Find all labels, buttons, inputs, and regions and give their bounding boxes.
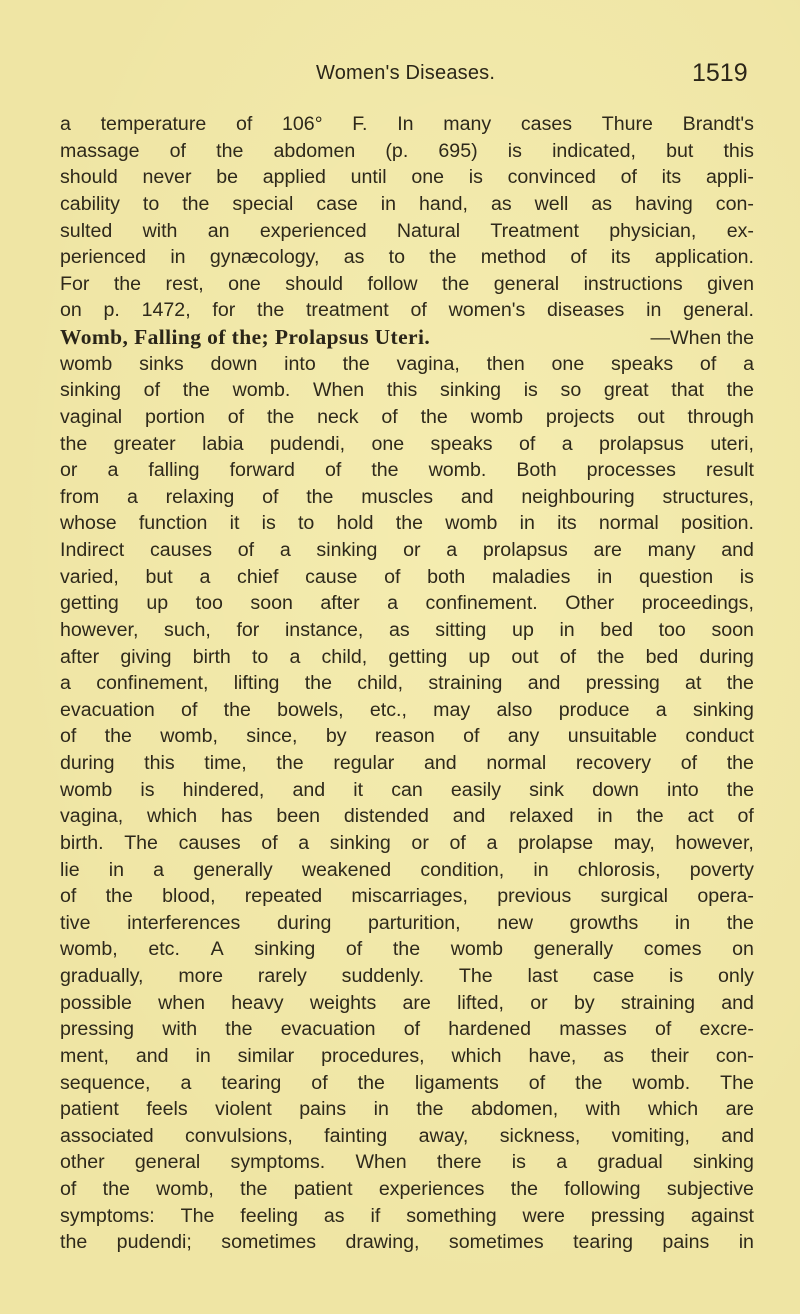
text-line: patient feels violent pains in the abdomen, with which are — [60, 1098, 754, 1121]
page-number: 1519 — [692, 59, 748, 87]
text-line: a confinement, lifting the child, straining and pressing at the — [60, 672, 754, 695]
text-line: or a falling forward of the womb. Both processes result — [60, 459, 754, 482]
text-line: Indirect causes of a sinking or a prolapsus are many and — [60, 539, 754, 561]
text-line: on p. 1472, for the treatment of women's diseases in general. — [60, 299, 754, 322]
running-head — [0, 59, 800, 92]
text-line: vaginal portion of the neck of the womb projects out through — [60, 405, 754, 428]
text-line: perienced in gynæcology, as to the method of its application. — [60, 246, 754, 269]
text-line: pressing with the evacuation of hardened masses of excre- — [60, 1018, 754, 1041]
text-line: sulted with an experienced Natural Treatment physician, ex- — [60, 219, 754, 242]
text-line: other general symptoms. When there is a gradual sinking — [60, 1151, 754, 1174]
text-line: gradually, more rarely suddenly. The last case is only — [60, 965, 754, 987]
text-line: of the womb, the patient experiences the following subjective — [60, 1178, 754, 1200]
text-line: during this time, the regular and normal recovery of the — [60, 752, 754, 774]
text-line: should never be applied until one is convinced of its appli- — [60, 166, 754, 189]
text-line: the pudendi; sometimes drawing, sometimes tearing pains in — [60, 1231, 754, 1254]
text-line: vagina, which has been distended and relaxed in the act of — [60, 805, 754, 828]
section-body — [60, 351, 754, 1256]
body-text — [60, 111, 754, 1256]
text-line: from a relaxing of the muscles and neighbouring structures, — [60, 485, 754, 508]
text-line: of the womb, since, by reason of any unsuitable conduct — [60, 725, 754, 748]
text-line: associated convulsions, fainting away, sickness, vomiting, and — [60, 1124, 754, 1147]
section-heading: Womb, Falling of the; Prolapsus Uteri. — [60, 325, 431, 349]
text-line: birth. The causes of a sinking or of a prolapse may, however, — [60, 831, 754, 854]
heading-line-rest: When the — [670, 327, 754, 349]
heading-dash: — — [650, 327, 671, 349]
text-line: lie in a generally weakened condition, in chlorosis, poverty — [60, 858, 754, 881]
text-line: after giving birth to a child, getting up out of the bed during — [60, 645, 754, 668]
paragraph-continued — [60, 111, 754, 324]
text-line: evacuation of the bowels, etc., may also produce a sinking — [60, 698, 754, 721]
section-heading-line — [60, 324, 754, 351]
text-line: varied, but a chief cause of both maladies in question is — [60, 565, 754, 588]
text-line: the greater labia pudendi, one speaks of a prolapsus uteri, — [60, 432, 754, 455]
text-line: whose function it is to hold the womb in its normal position. — [60, 512, 754, 535]
text-line: cability to the special case in hand, as well as having con- — [60, 192, 754, 215]
text-line: womb sinks down into the vagina, then one speaks of a — [60, 352, 754, 375]
text-line: symptoms: The feeling as if something were pressing against — [60, 1204, 754, 1227]
text-line: ment, and in similar procedures, which have, as their con- — [60, 1044, 754, 1067]
text-line: sequence, a tearing of the ligaments of the womb. The — [60, 1071, 754, 1094]
text-line: however, such, for instance, as sitting up in bed too soon — [60, 618, 754, 641]
text-line: womb, etc. A sinking of the womb generally comes on — [60, 938, 754, 961]
text-line: womb is hindered, and it can easily sink down into the — [60, 778, 754, 801]
text-line: tive interferences during parturition, new growths in the — [60, 911, 754, 934]
text-line: a temperature of 106° F. In many cases Thure Brandt's — [60, 113, 754, 135]
text-line: sinking of the womb. When this sinking is so great that the — [60, 379, 754, 402]
text-line: possible when heavy weights are lifted, or by straining and — [60, 991, 754, 1014]
text-line: massage of the abdomen (p. 695) is indicated, but this — [60, 139, 754, 162]
text-line: For the rest, one should follow the general instructions given — [60, 272, 754, 295]
text-line: of the blood, repeated miscarriages, previous surgical opera- — [60, 885, 754, 908]
text-line: getting up too soon after a confinement. Other proceedings, — [60, 592, 754, 615]
running-title: Women's Diseases. — [316, 62, 496, 84]
